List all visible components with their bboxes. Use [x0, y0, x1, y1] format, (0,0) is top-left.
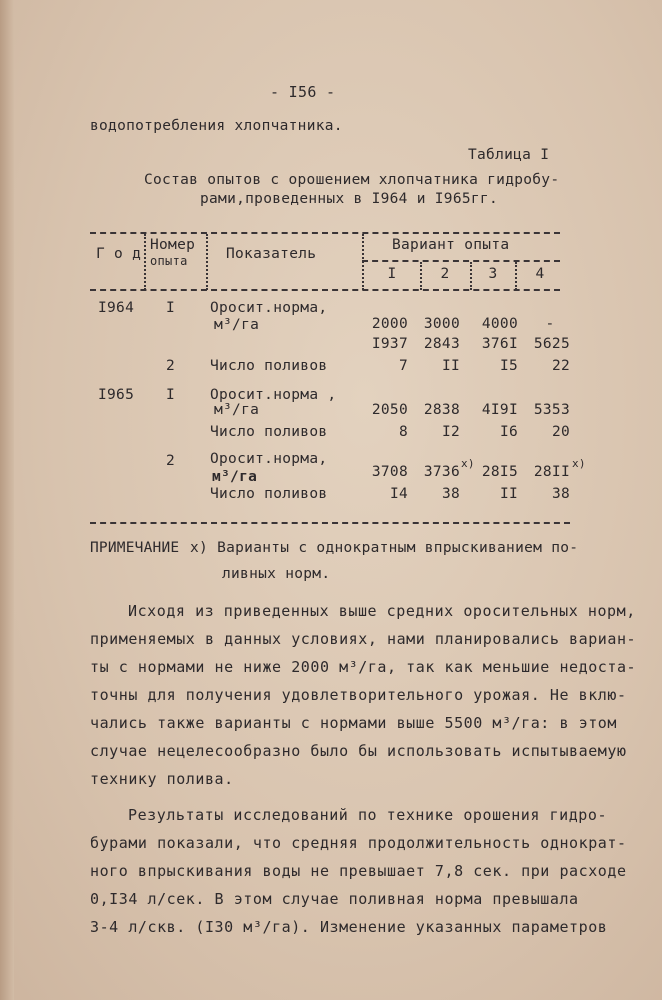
- top-line: водопотребления хлопчатника.: [90, 118, 343, 134]
- paragraph-1-line: технику полива.: [90, 770, 234, 788]
- column-divider: [206, 234, 208, 290]
- header-variant-col-1: I: [387, 266, 397, 282]
- cell-exp-number: 2: [166, 358, 176, 374]
- cell-value: 376I: [481, 336, 518, 352]
- table-caption-line-1: Состав опытов с орошением хлопчатника гидробу-: [144, 172, 560, 188]
- cell-indicator: Оросит.норма ,: [210, 387, 337, 403]
- cell-indicator-unit: м³/га: [212, 469, 258, 485]
- cell-value: 5353: [533, 402, 570, 418]
- paragraph-1-line: ты с нормами не ниже 2000 м³/га, так как меньшие недоста-: [90, 658, 637, 676]
- cell-value: 2050: [371, 402, 408, 418]
- cell-value: 8: [398, 424, 408, 440]
- cell-value: II: [441, 358, 460, 374]
- cell-value: 3736: [423, 464, 460, 480]
- cell-indicator-unit: м³/га: [214, 402, 260, 418]
- note-label: ПРИМЕЧАНИЕ: [90, 540, 180, 556]
- table-label: Таблица I: [468, 147, 550, 163]
- page-binding-edge: [0, 0, 14, 1000]
- cell-value: I6: [499, 424, 518, 440]
- paragraph-1-line: применяемых в данных условиях, нами планировались вариан-: [90, 630, 637, 648]
- paragraph-2-line: бурами показали, что средняя продолжительность однократ-: [90, 834, 627, 852]
- cell-value: 2000: [371, 316, 408, 332]
- cell-value: 7: [398, 358, 408, 374]
- cell-value: 28I5: [481, 464, 518, 480]
- column-divider: [144, 234, 146, 290]
- cell-value: 2838: [423, 402, 460, 418]
- table-bottom-rule: [90, 522, 570, 524]
- table-header-rule: [90, 289, 560, 291]
- variant-subheader-rule: [362, 260, 560, 262]
- cell-exp-number: 2: [166, 453, 176, 469]
- cell-value: 28II: [533, 464, 570, 480]
- header-exp-number-2: опыта: [150, 254, 188, 268]
- cell-value: 3000: [423, 316, 460, 332]
- cell-value: 4I9I: [481, 402, 518, 418]
- column-divider: [420, 262, 422, 290]
- cell-exp-number: I: [166, 387, 176, 403]
- paragraph-1-line: чались также варианты с нормами выше 5500 м³/га: в этом: [90, 714, 617, 732]
- header-variant-col-2: 2: [440, 266, 450, 282]
- paragraph-2-line: ного впрыскивания воды не превышает 7,8 сек. при расходе: [90, 862, 627, 880]
- cell-value: 5625: [533, 336, 570, 352]
- cell-indicator: Оросит.норма,: [210, 300, 328, 316]
- paragraph-2-line: 3-4 л/скв. (I30 м³/га). Изменение указанных параметров: [90, 918, 608, 936]
- page-number: - I56 -: [270, 83, 336, 101]
- cell-indicator: Число поливов: [210, 424, 328, 440]
- cell-value: 3708: [371, 464, 408, 480]
- cell-indicator: Число поливов: [210, 486, 328, 502]
- table-top-rule: [90, 232, 560, 234]
- header-exp-number: Номер: [150, 237, 196, 253]
- header-variant-col-4: 4: [535, 266, 545, 282]
- column-divider: [515, 262, 517, 290]
- cell-year: I965: [98, 387, 135, 403]
- cell-value: 22: [551, 358, 570, 374]
- cell-exp-number: I: [166, 300, 176, 316]
- cell-value: 4000: [481, 316, 518, 332]
- cell-indicator: Число поливов: [210, 358, 328, 374]
- cell-value: 38: [441, 486, 460, 502]
- cell-value: -: [545, 316, 555, 332]
- column-divider: [362, 234, 364, 290]
- cell-value: I2: [441, 424, 460, 440]
- cell-year: I964: [98, 300, 135, 316]
- paragraph-2-line: Результаты исследований по технике орошения гидро-: [128, 806, 608, 824]
- cell-value: I937: [371, 336, 408, 352]
- cell-value: I5: [499, 358, 518, 374]
- cell-value: 2843: [423, 336, 460, 352]
- cell-value: 20: [551, 424, 570, 440]
- paragraph-2-line: 0,I34 л/сек. В этом случае поливная норма превышала: [90, 890, 579, 908]
- note-line-2: ливных норм.: [222, 566, 331, 582]
- column-divider: [470, 262, 472, 290]
- table-caption-line-2: рами,проведенных в I964 и I965гг.: [200, 191, 498, 207]
- header-variant: Вариант опыта: [392, 237, 510, 253]
- cell-indicator-unit: м³/га: [214, 317, 260, 333]
- cell-indicator: Оросит.норма,: [210, 451, 328, 467]
- paragraph-1-line: случае нецелесообразно было бы использовать испытываемую: [90, 742, 627, 760]
- note-line-1: х) Варианты с однократным впрыскиванием по-: [190, 540, 579, 556]
- header-year: Г о д: [96, 246, 142, 262]
- paragraph-1-line: точны для получения удовлетворительного урожая. Не вклю-: [90, 686, 627, 704]
- paragraph-1-line: Исходя из приведенных выше средних оросительных норм,: [128, 602, 636, 620]
- header-variant-col-3: 3: [488, 266, 498, 282]
- cell-value: 38: [551, 486, 570, 502]
- footnote-mark: x): [461, 457, 475, 470]
- cell-value: I4: [389, 486, 408, 502]
- cell-value: II: [499, 486, 518, 502]
- footnote-mark: x): [572, 457, 586, 470]
- header-indicator: Показатель: [226, 246, 317, 262]
